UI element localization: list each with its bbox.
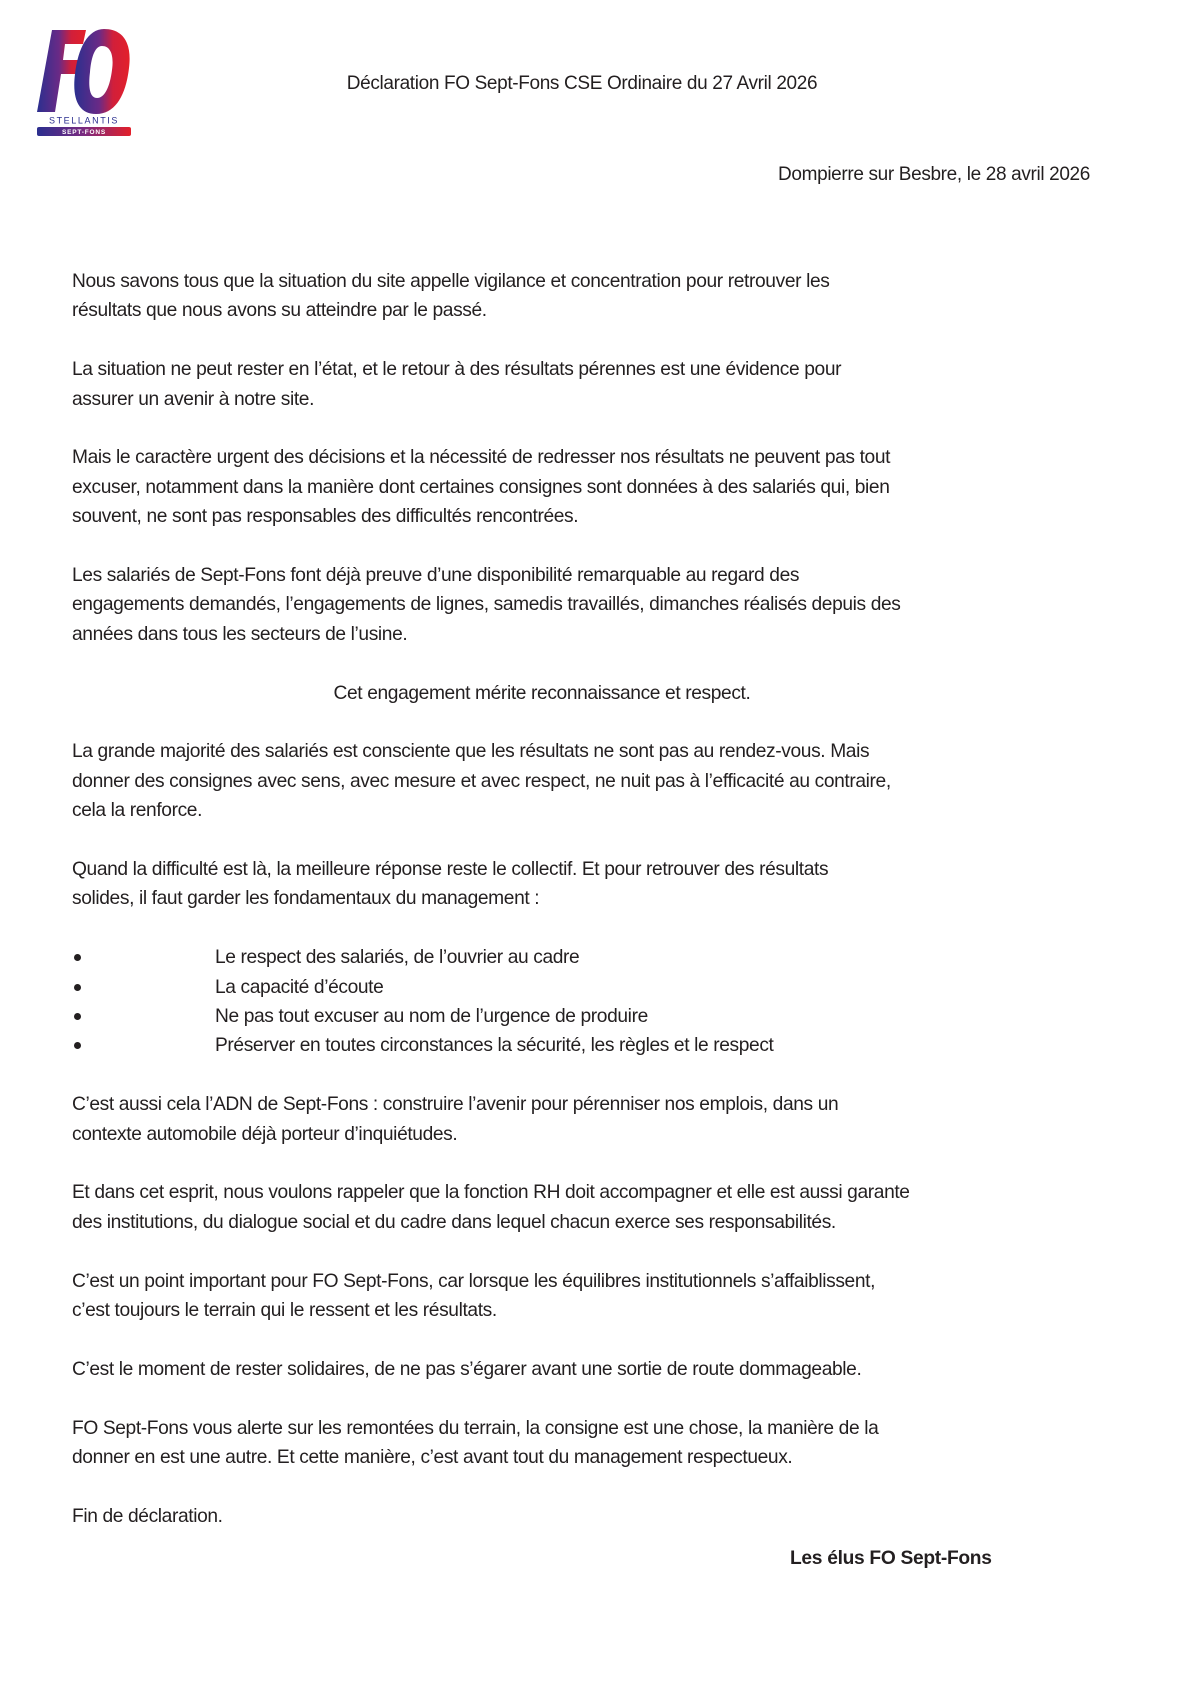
- text-line: souvent, ne sont pas responsables des difficultés rencontrées.: [72, 506, 579, 528]
- text-line: C’est un point important pour FO Sept-Fons, car lorsque les équilibres institutionnels s’affaiblissent,: [72, 1270, 876, 1292]
- document-title: Déclaration FO Sept-Fons CSE Ordinaire du 27 Avril 2026: [346, 73, 818, 94]
- place-and-date: Dompierre sur Besbre, le 28 avril 2026: [778, 164, 1090, 185]
- svg-text:SEPT-FONS: SEPT-FONS: [61, 129, 107, 137]
- text-line: c’est toujours le terrain qui le ressent et les résultats.: [72, 1300, 497, 1322]
- centered-statement: [72, 679, 1072, 708]
- bullet-icon: [74, 1042, 81, 1049]
- declaration-body: [72, 267, 1072, 1561]
- list-item-text: Ne pas tout excuser au nom de l’urgence de produire: [215, 1006, 648, 1028]
- paragraph: [72, 1090, 1072, 1149]
- text-line: contexte automobile déjà porteur d’inquiétudes.: [72, 1123, 458, 1145]
- text-line: La situation ne peut rester en l’état, et le retour à des résultats pérennes est une évidence pour: [72, 359, 842, 381]
- text-line: cela la renforce.: [72, 800, 203, 822]
- text-line: C’est le moment de rester solidaires, de ne pas s’égarer avant une sortie de route dommageable.: [72, 1358, 862, 1380]
- text-line: donner des consignes avec sens, avec mesure et avec respect, ne nuit pas à l’efficacité au contraire,: [72, 770, 891, 792]
- text-line: engagements demandés, l’engagements de lignes, samedis travaillés, dimanches réalisés depuis des: [72, 594, 901, 616]
- list-item-text: Le respect des salariés, de l’ouvrier au cadre: [215, 947, 580, 969]
- bullet-icon: [74, 984, 81, 991]
- list-item: [72, 1002, 1072, 1031]
- paragraph: [72, 1178, 1072, 1237]
- text-line: Mais le caractère urgent des décisions et la nécessité de redresser nos résultats ne peuvent pas tout: [72, 447, 891, 469]
- list-item: [72, 1031, 1072, 1060]
- text-line: Et dans cet esprit, nous voulons rappeler que la fonction RH doit accompagner et elle est aussi garante: [72, 1182, 910, 1204]
- text-line: résultats que nous avons su atteindre par le passé.: [72, 300, 487, 322]
- text-line: excuser, notamment dans la manière dont certaines consignes sont données à des salariés qui, bien: [72, 476, 890, 498]
- bullet-icon: [74, 1013, 81, 1020]
- signature: Les élus FO Sept-Fons: [790, 1548, 992, 1569]
- text-line: La grande majorité des salariés est consciente que les résultats ne sont pas au rendez-vous. Mais: [72, 741, 870, 763]
- text-line: Les salariés de Sept-Fons font déjà preuve d’une disponibilité remarquable au regard des: [72, 565, 800, 587]
- bullet-icon: [74, 954, 81, 961]
- paragraph: [72, 1267, 1072, 1326]
- text-line: FO Sept-Fons vous alerte sur les remontées du terrain, la consigne est une chose, la manière de la: [72, 1417, 879, 1439]
- text-line: Cet engagement mérite reconnaissance et respect.: [333, 682, 751, 704]
- paragraph: [72, 561, 1072, 649]
- paragraph: [72, 1355, 1072, 1384]
- paragraph: [72, 1414, 1072, 1473]
- text-line: Fin de déclaration.: [72, 1505, 223, 1527]
- paragraph: [72, 267, 1072, 326]
- paragraph: [72, 855, 1072, 914]
- list-item: [72, 973, 1072, 1002]
- text-line: assurer un avenir à notre site.: [72, 388, 315, 410]
- paragraph: [72, 737, 1072, 825]
- text-line: donner en est une autre. Et cette manière, c’est avant tout du management respectueux.: [72, 1447, 793, 1469]
- text-line: des institutions, du dialogue social et du cadre dans lequel chacun exerce ses responsabilités.: [72, 1211, 836, 1233]
- text-line: solides, il faut garder les fondamentaux du management :: [72, 888, 540, 910]
- management-fundamentals-list: [72, 943, 1072, 1061]
- svg-text:STELLANTIS: STELLANTIS: [48, 115, 120, 126]
- paragraph: [72, 443, 1072, 531]
- text-line: Nous savons tous que la situation du site appelle vigilance et concentration pour retrouver les: [72, 271, 830, 292]
- text-line: C’est aussi cela l’ADN de Sept-Fons : construire l’avenir pour pérenniser nos emplois, dans un: [72, 1094, 839, 1116]
- list-item: [72, 943, 1072, 972]
- text-line: années dans tous les secteurs de l’usine.: [72, 623, 408, 645]
- list-item-text: Préserver en toutes circonstances la sécurité, les règles et le respect: [215, 1035, 774, 1057]
- text-line: Quand la difficulté est là, la meilleure réponse reste le collectif. Et pour retrouver des résultats: [72, 859, 829, 881]
- list-item-text: La capacité d’écoute: [215, 976, 384, 998]
- closing-line: [72, 1502, 1072, 1531]
- paragraph: [72, 355, 1072, 414]
